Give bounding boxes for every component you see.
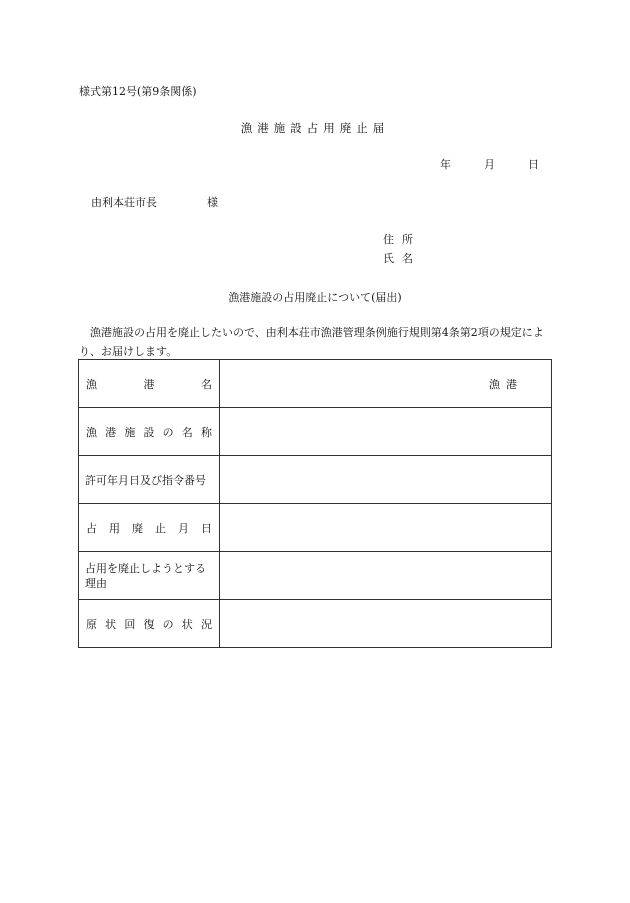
table-row <box>79 360 552 408</box>
date-line <box>440 156 539 172</box>
document-title: 漁港施設占用廃止届 <box>240 121 390 135</box>
row-value-cell <box>220 408 552 456</box>
date-month-label: 月 <box>484 158 495 171</box>
table-row <box>79 456 552 504</box>
table-row <box>79 408 552 456</box>
row-label-cell <box>79 360 220 408</box>
row-value-cell <box>220 552 552 600</box>
row-label: 原 状 回 復 の 状 況 <box>86 617 212 631</box>
row-label: 漁 港 名 <box>86 377 212 391</box>
row-label-cell <box>79 600 220 648</box>
date-year-label: 年 <box>440 158 451 171</box>
row-label-cell <box>79 504 220 552</box>
subject-line: 漁港施設の占用廃止について(届出) <box>228 291 402 304</box>
address-label: 住所 <box>383 233 421 246</box>
row-value-cell <box>220 456 552 504</box>
row-value-cell <box>220 600 552 648</box>
table-row <box>79 504 552 552</box>
addressee-name: 由利本荘市長 <box>91 196 157 209</box>
info-table <box>78 359 552 648</box>
row-label: 占用を廃止しようとする理由 <box>85 561 206 590</box>
name-label: 氏名 <box>383 252 421 265</box>
row-label: 占 用 廃 止 月 日 <box>86 521 212 535</box>
table-row <box>79 600 552 648</box>
addressee <box>91 194 218 210</box>
row-label: 許可年月日及び指令番号 <box>85 473 206 487</box>
form-number: 様式第12号(第9条関係) <box>79 85 197 98</box>
row-value-cell: 漁港 <box>220 360 552 408</box>
table-row <box>79 552 552 600</box>
body-text: 漁港施設の占用を廃止したいので、由利本荘市漁港管理条例施行規則第4条第2項の規定により、お届けします。 <box>79 326 544 358</box>
row-label-cell <box>79 456 220 504</box>
date-day-label: 日 <box>528 158 539 171</box>
row-label: 漁 港 施 設 の 名 称 <box>86 425 212 439</box>
row-value-cell <box>220 504 552 552</box>
row-label-cell <box>79 408 220 456</box>
row-label-cell <box>79 552 220 600</box>
addressee-honorific: 様 <box>207 196 218 209</box>
